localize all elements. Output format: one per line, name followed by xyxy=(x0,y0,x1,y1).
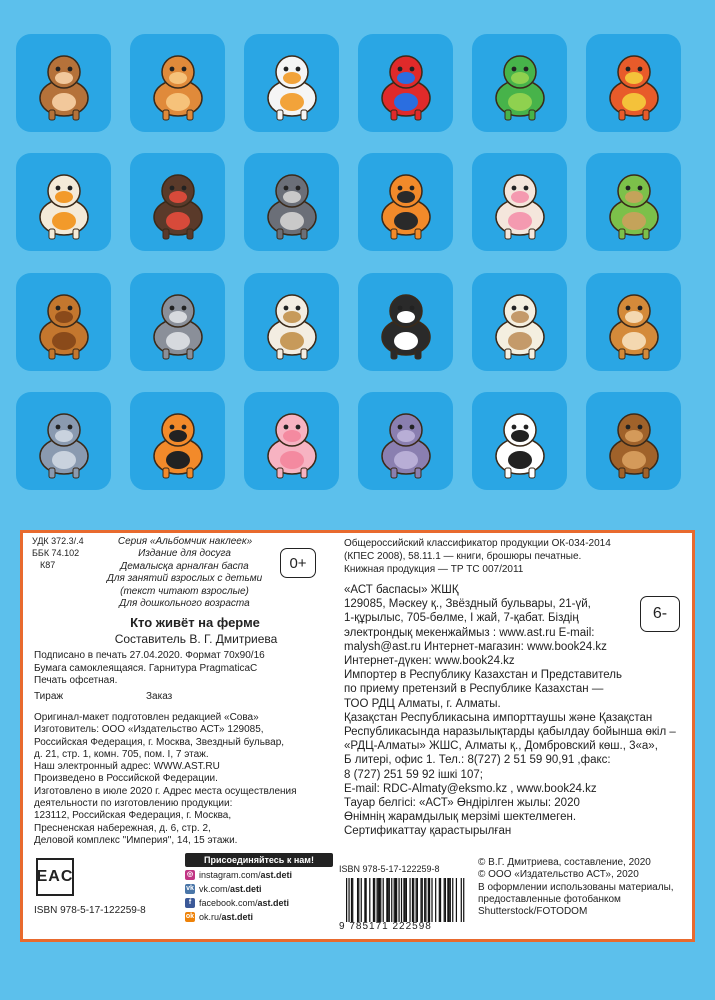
publisher-info xyxy=(34,712,297,847)
barcode-bar xyxy=(348,878,349,922)
text-line: E-mail: RDC-Almaty@eksmo.kz , www.book24.kz xyxy=(344,782,597,795)
sticker-tile xyxy=(244,392,339,490)
barcode-bar xyxy=(379,878,380,922)
rooster-icon xyxy=(591,40,677,126)
iguana-icon xyxy=(477,40,563,126)
barcode-bar xyxy=(417,878,418,922)
barcode-bar xyxy=(450,878,451,922)
print-details xyxy=(34,650,265,688)
social-prefix: instagram.com/ xyxy=(199,869,261,880)
barcode-bar xyxy=(389,878,390,922)
text-line: Бумага самоклеящаяся. Гарнитура PragmaticaC xyxy=(34,662,258,674)
sticker-tile xyxy=(472,273,567,371)
text-line: 8 (727) 251 59 92 ішкі 107; xyxy=(344,768,483,781)
goose-icon xyxy=(21,159,107,245)
text-line: Республикасында наразылықтарды қабылдау бойынша өкіл – xyxy=(344,726,676,739)
rabbit-icon xyxy=(477,159,563,245)
text-line: Деловой комплекс "Империя", 14, 15 этажи. xyxy=(34,834,238,846)
text-line: 1-құрылыс, 705-бөлме, I жай, 7-қабат. Біздің xyxy=(344,612,579,625)
barcode-bar xyxy=(366,878,367,922)
vk-icon: vk xyxy=(186,884,194,892)
barcode-bar xyxy=(445,878,446,922)
barcode-bar xyxy=(351,878,352,922)
barcode-bar xyxy=(428,878,429,922)
barcode-bar xyxy=(361,878,362,922)
instagram-icon: ◎ xyxy=(186,870,194,878)
sticker-tile xyxy=(244,273,339,371)
sticker-tile xyxy=(16,34,111,132)
text-line: Книжная продукция — ТР ТС 007/2011 xyxy=(344,564,524,575)
text-line: «АСТ баспасы» ЖШҚ xyxy=(344,584,459,596)
text-line: д. 21, стр. 1, комн. 705, пом. I, 7 этаж. xyxy=(34,748,209,760)
text-line: Демалысқа арналған баспа xyxy=(120,560,249,572)
isbn-left: ISBN 978-5-17-122259-8 xyxy=(34,905,146,916)
barcode-bar xyxy=(403,878,404,922)
udk-code: УДК 372.3/.4 xyxy=(32,536,84,546)
text-line: Произведено в Российской Федерации. xyxy=(34,773,218,785)
social-link-instagram[interactable] xyxy=(185,868,333,881)
barcode-bar xyxy=(358,878,359,922)
sticker-tile xyxy=(586,392,681,490)
sticker-tile xyxy=(586,34,681,132)
sticker-tile xyxy=(358,153,453,251)
social-links xyxy=(185,853,333,923)
text-line: деятельности по изготовлению продукции: xyxy=(34,798,233,810)
donkey-icon xyxy=(249,159,335,245)
barcode-bar xyxy=(429,878,430,922)
social-handle: ast.deti xyxy=(260,869,293,880)
panda-icon xyxy=(477,398,563,484)
social-handle: ast.deti xyxy=(221,911,254,922)
barcode-bar xyxy=(394,878,395,922)
tirazh-label: Тираж xyxy=(34,691,64,702)
text-line: В оформлении использованы материалы, xyxy=(478,881,674,893)
sticker-tile xyxy=(472,34,567,132)
barcode-bar xyxy=(373,878,374,922)
text-line: (КПЕС 2008), 58.11.1 — книги, брошюры печатные. xyxy=(344,551,582,562)
social-prefix: vk.com/ xyxy=(199,883,231,894)
pig-icon xyxy=(249,398,335,484)
text-line: Shutterstock/FOTODOM xyxy=(478,906,588,918)
text-line: Изготовитель: ООО «Издательство АСТ» 129085, xyxy=(34,724,264,736)
barcode-bar xyxy=(425,878,426,922)
text-line: Интернет-дүкен: www.book24.kz xyxy=(344,655,515,668)
barcode-bar xyxy=(378,878,379,922)
turkey-icon xyxy=(135,159,221,245)
text-line: Қазақстан Республикасына импорттаушы және Қазақстан xyxy=(344,711,653,724)
text-line: Подписано в печать 27.04.2020. Формат 70х90/16 xyxy=(34,650,265,661)
text-line: Оригинал-макет подготовлен редакцией «Сова» xyxy=(34,712,259,723)
barcode-bar xyxy=(387,878,388,922)
sticker-tile xyxy=(358,273,453,371)
barcode-bar xyxy=(374,878,375,922)
text-line: Өнімнің жарамдылық мерзімі шектелмеген. xyxy=(344,811,577,824)
sheep-icon xyxy=(477,279,563,365)
barcode-bar xyxy=(406,878,407,922)
zakaz-label: Заказ xyxy=(146,691,173,702)
sticker-tile xyxy=(16,273,111,371)
wolf-icon xyxy=(135,279,221,365)
goat-icon xyxy=(249,279,335,365)
text-line: предоставленные фотобанком xyxy=(478,893,621,905)
tiger-cub-icon xyxy=(363,159,449,245)
barcode-bar xyxy=(413,878,414,922)
sticker-tile xyxy=(358,392,453,490)
barcode-bar xyxy=(447,878,448,922)
importer-info xyxy=(344,583,676,839)
barcode-bar xyxy=(409,878,410,922)
barcode-bar xyxy=(405,878,406,922)
barcode-bar xyxy=(439,878,440,922)
barcode-bar xyxy=(420,878,421,922)
pelican-icon xyxy=(249,40,335,126)
text-line: © В.Г. Дмитриева, составление, 2020 xyxy=(478,857,651,868)
bbk-code: ББК 74.102 xyxy=(32,548,80,558)
elephant-icon xyxy=(21,398,107,484)
barcode-bar xyxy=(456,878,457,922)
text-line: Для занятий взрослых с детьми xyxy=(106,573,263,585)
barcode-bar xyxy=(357,878,358,922)
text-line: Импортер в Республику Казахстан и Представитель xyxy=(344,669,622,682)
facebook-icon: f xyxy=(185,898,195,908)
monkey-icon xyxy=(21,40,107,126)
isbn-barcode xyxy=(344,878,468,922)
barcode-bar xyxy=(448,878,449,922)
edition-notes xyxy=(92,548,277,611)
hippo-icon xyxy=(363,398,449,484)
hedgehog-icon xyxy=(135,40,221,126)
sticker-tile xyxy=(244,34,339,132)
barcode-bar xyxy=(369,878,370,922)
social-link-vk[interactable] xyxy=(185,882,333,895)
beaver-icon xyxy=(591,398,677,484)
sticker-tile xyxy=(16,392,111,490)
text-line: Пресненская набережная, д. 6, стр. 2, xyxy=(34,822,211,834)
text-line: Изготовлено в июле 2020 г. Адрес места осуществления xyxy=(34,785,297,797)
social-link-odnoklassniki[interactable] xyxy=(185,910,333,923)
social-link-facebook[interactable] xyxy=(185,896,333,909)
text-line: (текст читают взрослые) xyxy=(120,585,249,597)
barcode-bar xyxy=(383,878,384,922)
text-line: 123112, Российская Федерация, г. Москва, xyxy=(34,810,232,822)
text-line: ТОО РДЦ Алматы, г. Алматы. xyxy=(344,697,501,710)
text-line: «РДЦ-Алматы» ЖШС, Алматы қ., Домбровский көш., 3«а», xyxy=(344,740,658,753)
author-mark: К87 xyxy=(40,560,56,570)
age-rating-0plus: 0+ xyxy=(280,548,316,578)
horse-icon xyxy=(21,279,107,365)
barcode-bar xyxy=(391,878,392,922)
barcode-bar xyxy=(377,878,378,922)
social-prefix: ok.ru/ xyxy=(199,911,222,922)
social-header: Присоединяйтесь к нам! xyxy=(185,853,333,867)
sticker-tile xyxy=(130,392,225,490)
text-line: Б литері, офис 1. Тел.: 8(727) 2 51 59 90,91 ,факс: xyxy=(344,754,611,767)
text-line: Общероссийский классификатор продукции ОК-034-2014 xyxy=(344,538,611,549)
isbn-barcode-label: ISBN 978-5-17-122259-8 xyxy=(339,864,440,874)
barcode-bar xyxy=(401,878,402,922)
barcode-bar xyxy=(396,878,397,922)
barcode-bar xyxy=(386,878,387,922)
sticker-tile xyxy=(130,273,225,371)
series-name: Серия «Альбомчик наклеек» xyxy=(117,536,253,547)
barcode-bar xyxy=(364,878,365,922)
compiler: Составитель В. Г. Дмитриева xyxy=(114,632,278,646)
eac-mark: EAC xyxy=(36,858,74,896)
sticker-tile xyxy=(472,153,567,251)
copyright-info xyxy=(478,857,674,918)
barcode-bar xyxy=(346,878,347,922)
parrot-icon xyxy=(363,40,449,126)
barcode-bar xyxy=(416,878,417,922)
barcode-bar xyxy=(424,878,425,922)
text-line: Издание для досуга xyxy=(138,548,231,559)
sticker-tile xyxy=(244,153,339,251)
age-rating-6: 6- xyxy=(640,596,680,632)
text-line: Тауар белгісі: «АСТ» Өндірілген жылы: 2020 xyxy=(344,797,580,810)
sticker-tile xyxy=(586,153,681,251)
barcode-bar xyxy=(440,878,441,922)
barcode-bar xyxy=(412,878,413,922)
barcode-bar xyxy=(398,878,399,922)
sticker-tile xyxy=(472,392,567,490)
text-line: malysh@ast.ru Интернет-магазин: www.book24.kz xyxy=(344,640,607,653)
text-line: по приему претензий в Республике Казахстан — xyxy=(344,683,604,696)
sticker-tile xyxy=(586,273,681,371)
barcode-bar xyxy=(380,878,381,922)
text-line: Российская Федерация, г. Москва, Звездный бульвар, xyxy=(34,736,285,748)
barcode-bar xyxy=(435,878,436,922)
product-classifier xyxy=(344,537,611,576)
barcode-bar xyxy=(444,878,445,922)
barcode-bar xyxy=(452,878,453,922)
social-handle: ast.deti xyxy=(257,897,290,908)
sticker-tile xyxy=(358,34,453,132)
text-line: Печать офсетная. xyxy=(34,675,118,686)
book-title: Кто живёт на ферме xyxy=(130,615,260,630)
sticker-tile xyxy=(16,153,111,251)
social-handle: ast.deti xyxy=(230,883,262,894)
barcode-bar xyxy=(422,878,423,922)
barcode-bar xyxy=(395,878,396,922)
text-line: © ООО «Издательство АСТ», 2020 xyxy=(478,869,639,881)
text-line: 129085, Мәскеу қ., Звёздный бульвары, 21-үй, xyxy=(344,598,591,611)
social-prefix: facebook.com/ xyxy=(199,897,258,908)
barcode-bar xyxy=(431,878,432,922)
turtle-icon xyxy=(591,159,677,245)
barcode-bar xyxy=(461,878,462,922)
deer-icon xyxy=(591,279,677,365)
tiger-icon xyxy=(135,398,221,484)
barcode-bar xyxy=(352,878,353,922)
barcode-number: 9 785171 222598 xyxy=(339,921,432,932)
sticker-tile xyxy=(130,153,225,251)
odnoklassniki-icon: ok xyxy=(185,912,195,920)
barcode-bar xyxy=(463,878,464,922)
text-line: Наш электронный адрес: WWW.AST.RU xyxy=(34,761,220,773)
text-line: Сертификаттау қарастырылған xyxy=(344,825,512,838)
sticker-tile xyxy=(130,34,225,132)
text-line: Для дошкольного возраста xyxy=(119,598,250,610)
text-line: электрондық мекенжаймыз : www.ast.ru E-mail: xyxy=(344,626,595,639)
dog-icon xyxy=(363,279,449,365)
